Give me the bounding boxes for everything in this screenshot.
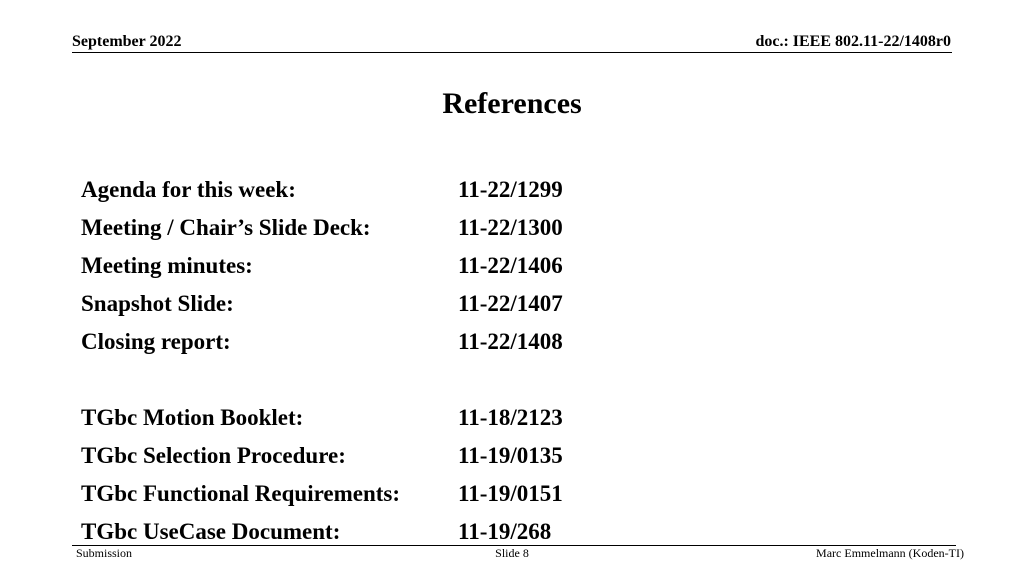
reference-label: Meeting / Chair’s Slide Deck: [81,215,371,240]
reference-doc-number: 11-22/1407 [458,291,563,316]
reference-doc-number: 11-19/268 [458,519,552,544]
header-doc-id: doc.: IEEE 802.11-22/1408r0 [755,33,951,50]
reference-doc-number: 11-18/2123 [458,405,563,430]
reference-label: Closing report: [81,329,231,354]
reference-doc-number: 11-22/1299 [458,177,563,202]
footer-slide-number: Slide 8 [495,546,529,560]
reference-label: Snapshot Slide: [81,291,234,316]
reference-label: TGbc Motion Booklet: [81,405,304,430]
header-divider [72,52,952,53]
reference-label: TGbc UseCase Document: [81,519,341,544]
reference-doc-number: 11-22/1300 [458,215,563,240]
reference-doc-number: 11-19/0135 [458,443,563,468]
slide-title: References [442,87,582,120]
reference-doc-number: 11-22/1408 [458,329,563,354]
header-date: September 2022 [72,33,182,50]
reference-label: TGbc Functional Requirements: [81,481,401,506]
reference-label: TGbc Selection Procedure: [81,443,346,468]
footer-author: Marc Emmelmann (Koden-TI) [816,546,964,560]
reference-label: Meeting minutes: [81,253,253,278]
reference-doc-number: 11-19/0151 [458,481,563,506]
reference-doc-number: 11-22/1406 [458,253,563,278]
footer-submission: Submission [76,546,133,560]
reference-label: Agenda for this week: [81,177,296,202]
